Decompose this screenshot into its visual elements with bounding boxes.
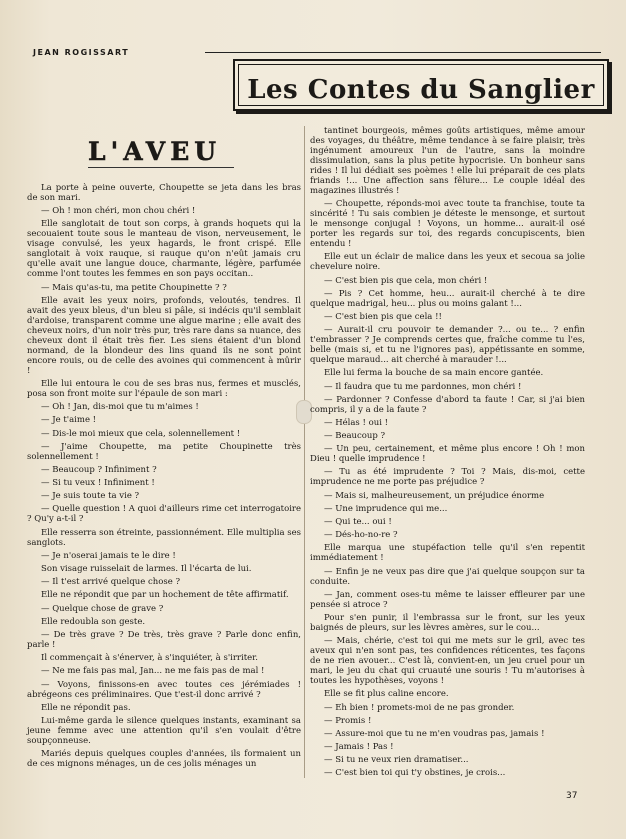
- column-divider: [304, 126, 305, 778]
- paragraph: — Ne me fais pas mal, Jan... ne me fais pas de mal !: [41, 666, 265, 677]
- paragraph: — C'est bien pis que cela !!: [324, 311, 442, 322]
- left-column: [27, 183, 301, 772]
- paragraph: — Beaucoup ? Infiniment ?: [41, 464, 157, 475]
- paragraph: — Aurait-il cru pouvoir te demander ?... ou te... ? enfin t'embrasser ? Je comprends certes que, fraîche comme tu l'es, belle (mais si, et tu ne l'ignores pas), appétissante en somme, quelque maraud... ait cherché à marauder !...: [310, 325, 585, 366]
- paragraph: — Promis !: [324, 715, 372, 726]
- paragraph: — Quelque chose de grave ?: [41, 603, 164, 614]
- paragraph: Elle ne répondit que par un hochement de tête affirmatif.: [41, 590, 289, 601]
- paragraph: — J'aime Choupette, ma petite Choupinette très solennellement !: [27, 441, 301, 462]
- paragraph: — Il faudra que tu me pardonnes, mon chéri !: [324, 381, 522, 392]
- paragraph: Elle redoubla son geste.: [41, 616, 146, 627]
- paragraph: — Je suis toute ta vie ?: [41, 491, 140, 502]
- paragraph: Pour s'en punir, il l'embrassa sur le front, sur les yeux baignés de pleurs, sur les lèvres amères, sur le cou...: [310, 612, 585, 633]
- paragraph: — C'est bien toi qui t'y obstines, je crois...: [324, 768, 506, 779]
- paragraph: — Pardonner ? Confesse d'abord ta faute ! Car, si j'ai bien compris, il y a de la faute ?: [310, 394, 585, 415]
- page-number: 37: [566, 791, 578, 801]
- paragraph: — Jan, comment oses-tu même te laisser effleurer par une pensée si atroce ?: [310, 589, 585, 610]
- paragraph: — Mais si, malheureusement, un préjudice énorme: [324, 490, 545, 501]
- paragraph: — Un peu, certainement, et même plus encore ! Oh ! mon Dieu ! quelle imprudence !: [310, 444, 585, 465]
- paragraph: — Beaucoup ?: [324, 431, 386, 442]
- paragraph: La porte à peine ouverte, Choupette se jeta dans les bras de son mari.: [27, 183, 301, 203]
- paragraph: — Si tu veux ! Infiniment !: [41, 478, 155, 489]
- paragraph: Elle sanglotait de tout son corps, à grands hoquets qui la secouaient toute sous le manteau de vison, nerveusement, le visage convulsé, les yeux hagards, le front crispé. Elle sanglotait à voix rauque, si rauque qu'on n'eût jamais cru qu'elle avait une langue douce, charmante, légère, parfumée comme l'ont toutes les femmes en son pays occitan..: [27, 219, 301, 280]
- paragraph: — Pis ? Cet homme, heu... aurait-il cherché à te dire quelque madrigal, heu... plus ou moins galant !...: [310, 288, 585, 309]
- paragraph: Elle marqua une stupéfaction telle qu'il s'en repentit immédiatement !: [310, 543, 585, 564]
- paragraph: — Dés-ho-no-re ?: [324, 530, 398, 541]
- paragraph: — Je t'aime !: [41, 415, 97, 426]
- paragraph: Elle lui ferma la bouche de sa main encore gantée.: [324, 368, 544, 379]
- paragraph: Son visage ruisselait de larmes. Il l'écarta de lui.: [41, 564, 252, 574]
- paragraph: — Eh bien ! promets-moi de ne pas gronder.: [324, 702, 515, 713]
- paragraph: — Tu as été imprudente ? Toi ? Mais, dis-moi, cette imprudence ne me porte pas préjudice ?: [310, 467, 585, 488]
- paragraph: Elle avait les yeux noirs, profonds, veloutés, tendres. Il avait des yeux bleus, d'un bleu si pâle, si indécis qu'il semblait d'ardoise, transparent comme une algue marine ; elle avait des cheveux noirs, d'un noir très pur, très rare dans sa nuance, des cheveux dont il était très fier. Les siens étaient d'un blond normand, de la blondeur des lins quand ils ne sont point encore rouis, ou de celle des avoines qui commencent à mûrir !: [27, 295, 301, 376]
- paragraph: — Qui te... oui !: [324, 517, 392, 527]
- series-title: Les Contes du Sanglier: [247, 75, 595, 105]
- paragraph: — Assure-moi que tu ne m'en voudras pas, jamais !: [324, 728, 545, 739]
- paragraph: — Mais, chérie, c'est toi qui me mets sur le gril, avec tes aveux qui n'en sont pas, tes confidences réticentes, tes façons de ne rien avouer... C'est là, convient-en, un jeu cruel pour un mari, le jeu du chat qui cruauté une souris ! Tu m'autorises à toutes les hypothèses, voyons !: [310, 636, 585, 687]
- series-title-box: [233, 59, 609, 111]
- paragraph: — Il t'est arrivé quelque chose ?: [41, 577, 181, 588]
- series-title-frame: [205, 52, 601, 108]
- paragraph: — Mais qu'as-tu, ma petite Choupinette ? ?: [41, 282, 227, 293]
- story-title: L'AVEU: [88, 137, 222, 166]
- paragraph: Elle eut un éclair de malice dans les yeux et secoua sa jolie chevelure noire.: [310, 252, 585, 273]
- paragraph: — Hélas ! oui !: [324, 417, 389, 428]
- title-rule: [205, 52, 601, 53]
- paragraph: — C'est bien pis que cela, mon chéri !: [324, 275, 488, 286]
- paragraph: Elle se fit plus caline encore.: [324, 689, 449, 700]
- paragraph: Lui-même garda le silence quelques instants, examinant sa jeune femme avec une attention qu'il s'en voulait d'être soupçonneuse.: [27, 715, 301, 746]
- paragraph: — Choupette, réponds-moi avec toute ta franchise, toute ta sincérité ! Tu sais combien je déteste le mensonge, et surtout le mensonge conjugal ! Voyons, un homme... aurait-il osé porter les regards sur toi, des regards concupiscents, bien entendu !: [310, 199, 585, 250]
- paragraph: — Oh ! mon chéri, mon chou chéri !: [41, 206, 196, 217]
- paragraph: — Quelle question ! A quoi d'ailleurs rime cet interrogatoire ? Qu'y a-t-il ?: [27, 504, 301, 525]
- story-title-underline: [88, 167, 234, 168]
- paragraph: Elle ne répondit pas.: [41, 702, 131, 713]
- paragraph: — Une imprudence qui me...: [324, 503, 448, 514]
- paragraph: — De très grave ? De très, très grave ? Parle donc enfin, parle !: [27, 629, 301, 650]
- right-column: [310, 126, 585, 782]
- paragraph: Elle resserra son étreinte, passionnément. Elle multiplia ses sanglots.: [27, 527, 301, 548]
- paragraph: Mariés depuis quelques couples d'années, ils formaient un de ces mignons ménages, un de ces jolis ménages un: [27, 749, 301, 770]
- paragraph: — Dis-le moi mieux que cela, solennellement !: [41, 428, 241, 439]
- paragraph: — Oh ! Jan, dis-moi que tu m'aimes !: [41, 402, 199, 413]
- paragraph: Il commençait à s'énerver, à s'inquiéter, à s'irriter.: [41, 653, 258, 664]
- paragraph: — Enfin je ne veux pas dire que j'ai quelque soupçon sur ta conduite.: [310, 566, 585, 587]
- paragraph: — Voyons, finissons-en avec toutes ces jérémiades ! abrégeons ces préliminaires. Que t'est-il donc arrivé ?: [27, 679, 301, 700]
- paragraph: Elle lui entoura le cou de ses bras nus, fermes et musclés, posa son front moite sur l'épaule de son mari :: [27, 378, 301, 399]
- author-name: JEAN ROGISSART: [33, 48, 130, 57]
- paragraph: — Jamais ! Pas !: [324, 742, 394, 753]
- paragraph: — Si tu ne veux rien dramatiser...: [324, 755, 469, 766]
- paragraph: tantinet bourgeois, mêmes goûts artistiques, même amour des voyages, du théâtre, même tendance à se faire plaisir, très ingénument amoureux l'un de l'autre, sans la moindre dissimulation, sans la plus petite hypocrisie. Un bonheur sans rides ! Il lui dédiait ses poèmes ! elle lui préparait de ces plats friands !... Une affection sans fêlure... Le couple idéal des magazines illustrés !: [310, 126, 585, 196]
- paragraph: — Je n'oserai jamais te le dire !: [41, 550, 176, 561]
